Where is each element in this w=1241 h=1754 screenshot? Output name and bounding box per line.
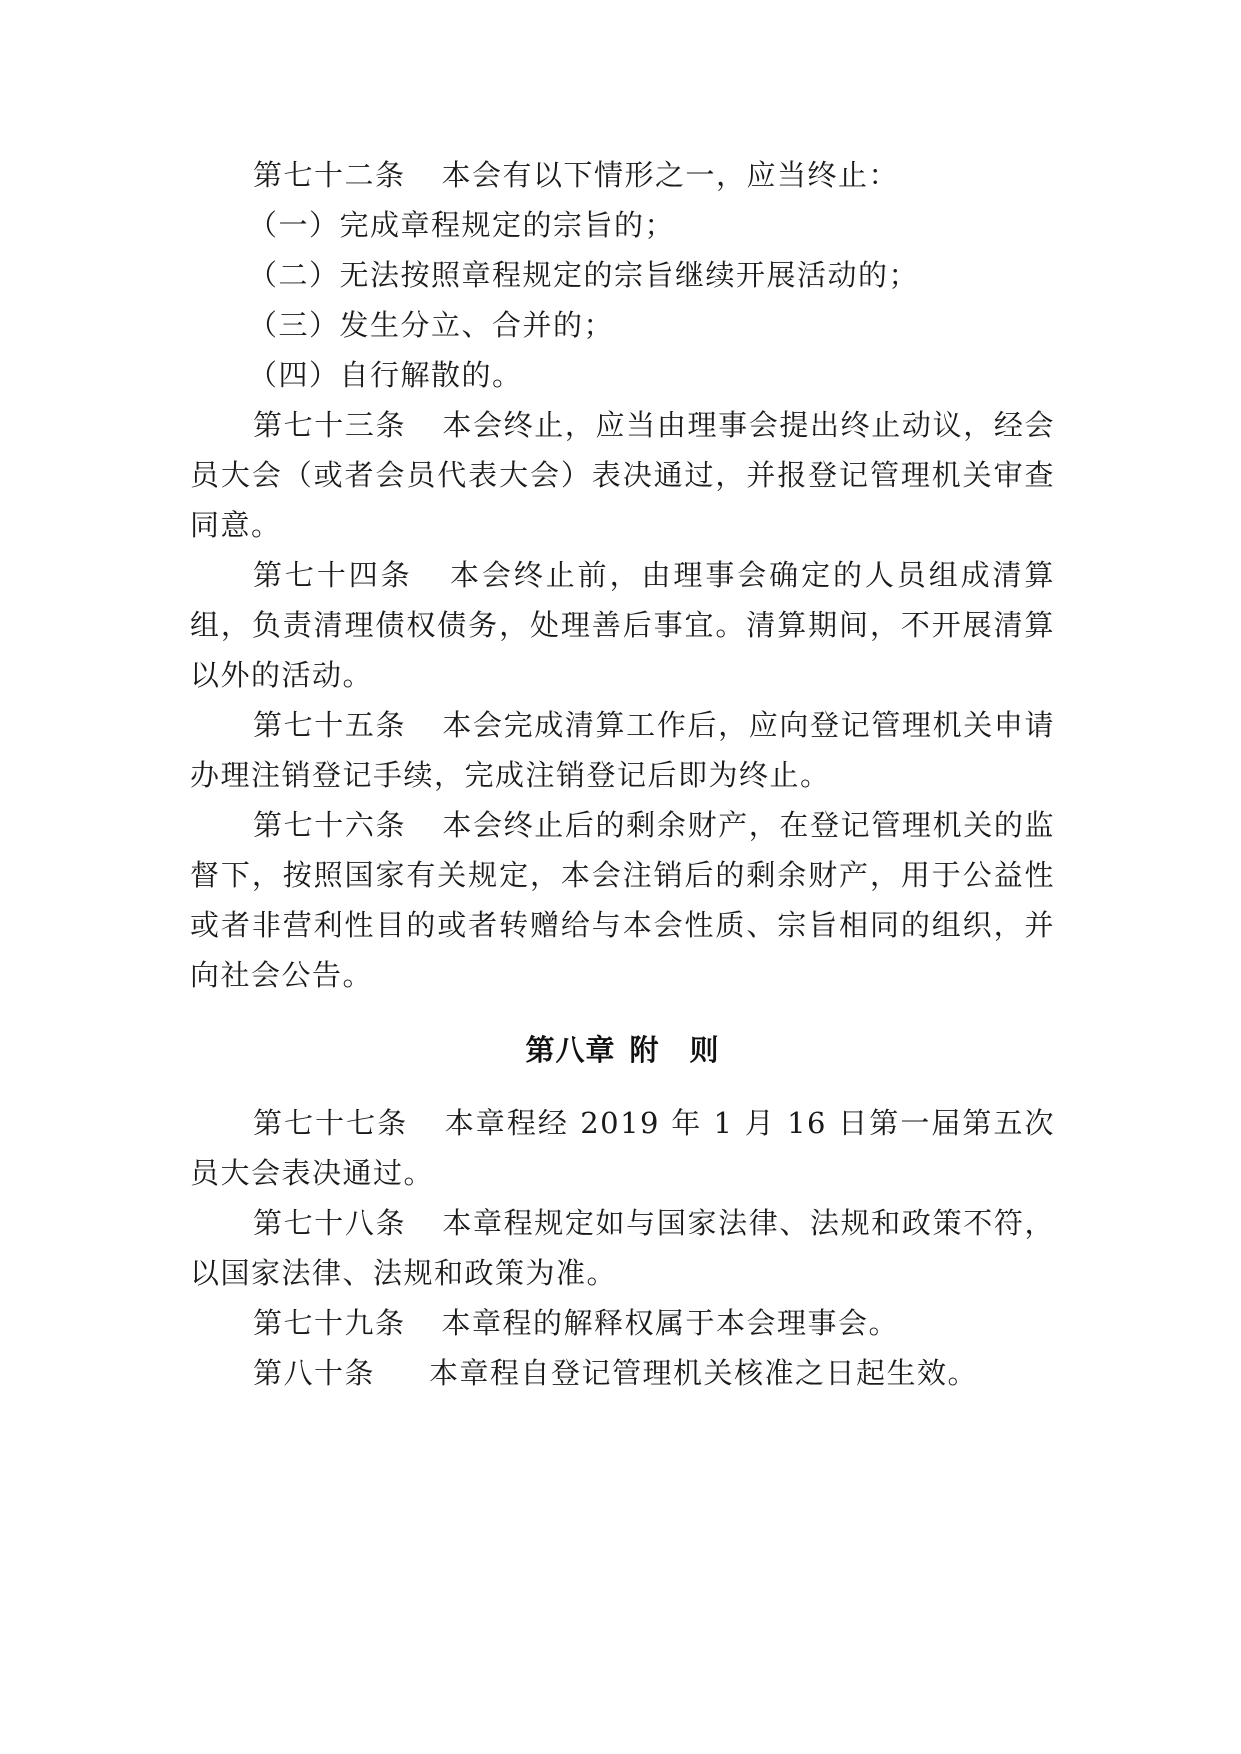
- article-76-label: 第七十六条: [253, 808, 407, 842]
- article-74-line-3: 以外的活动。: [190, 658, 374, 692]
- article-73-text-1: 本会终止，应当由理事会提出终止动议，经会: [442, 408, 1055, 442]
- article-77-label: 第七十七条: [253, 1106, 409, 1140]
- chapter-8-heading: [190, 1022, 1055, 1078]
- chapter-8-title-char-2: 则: [689, 1033, 720, 1067]
- article-75-label: 第七十五条: [253, 708, 407, 742]
- article-72-item-4: （四）自行解散的。: [248, 358, 523, 392]
- article-73-line-2: 员大会（或者会员代表大会）表决通过，并报登记管理机关审查: [190, 458, 1055, 492]
- article-77-line-2: 员大会表决通过。: [190, 1156, 435, 1190]
- article-74-text-1: 本会终止前，由理事会确定的人员组成清算: [448, 558, 1055, 592]
- article-73-line-1: [190, 400, 1055, 450]
- article-73-line-3: 同意。: [190, 508, 282, 542]
- article-72-item-2: （二）无法按照章程规定的宗旨继续开展活动的；: [248, 258, 920, 292]
- article-79-label: 第七十九条: [253, 1306, 406, 1340]
- article-78-line-2: 以国家法律、法规和政策为准。: [190, 1256, 618, 1290]
- article-72-item-1: （一）完成章程规定的宗旨的；: [248, 208, 676, 242]
- article-79-line-1: [190, 1298, 1055, 1348]
- article-72-label: 第七十二条: [253, 158, 406, 192]
- article-77-line-1: [190, 1098, 1055, 1148]
- article-76-line-3: 或者非营利性目的或者转赠给与本会性质、宗旨相同的组织，并: [190, 908, 1055, 942]
- article-76-text-1: 本会终止后的剩余财产，在登记管理机关的监: [442, 808, 1055, 842]
- chapter-8-title-char-1: 附: [629, 1033, 660, 1067]
- article-76-line-4: 向社会公告。: [190, 958, 374, 992]
- article-76-line-2: 督下，按照国家有关规定，本会注销后的剩余财产，用于公益性: [190, 858, 1055, 892]
- article-75-text-1: 本会完成清算工作后，应向登记管理机关申请: [442, 708, 1055, 742]
- article-80-line-1: [190, 1348, 1055, 1398]
- article-76-line-1: [190, 800, 1055, 850]
- article-74-line-2: 组，负责清理债权债务，处理善后事宜。清算期间，不开展清算: [190, 608, 1055, 642]
- chapter-8-number: 第八章: [525, 1033, 616, 1067]
- article-72-text: 本会有以下情形之一，应当终止：: [441, 158, 900, 192]
- article-78-line-1: [190, 1198, 1055, 1248]
- article-72-heading: [190, 150, 1055, 200]
- article-80-text: 本章程自登记管理机关核准之日起生效。: [429, 1356, 979, 1390]
- article-72-item-3: （三）发生分立、合并的；: [248, 308, 615, 342]
- article-77-text-1: 本章程经 2019 年 1 月 16 日第一届第五次: [444, 1106, 1055, 1140]
- article-75-line-1: [190, 700, 1055, 750]
- article-78-label: 第七十八条: [253, 1206, 407, 1240]
- article-74-label: 第七十四条: [253, 558, 413, 592]
- document-body: [190, 150, 1055, 1398]
- article-80-label: 第八十条: [253, 1356, 376, 1390]
- article-75-line-2: 办理注销登记手续，完成注销登记后即为终止。: [190, 758, 831, 792]
- article-73-label: 第七十三条: [253, 408, 407, 442]
- article-74-line-1: [190, 550, 1055, 600]
- article-78-text-1: 本章程规定如与国家法律、法规和政策不符，: [442, 1206, 1055, 1240]
- article-79-text: 本章程的解释权属于本会理事会。: [441, 1306, 900, 1340]
